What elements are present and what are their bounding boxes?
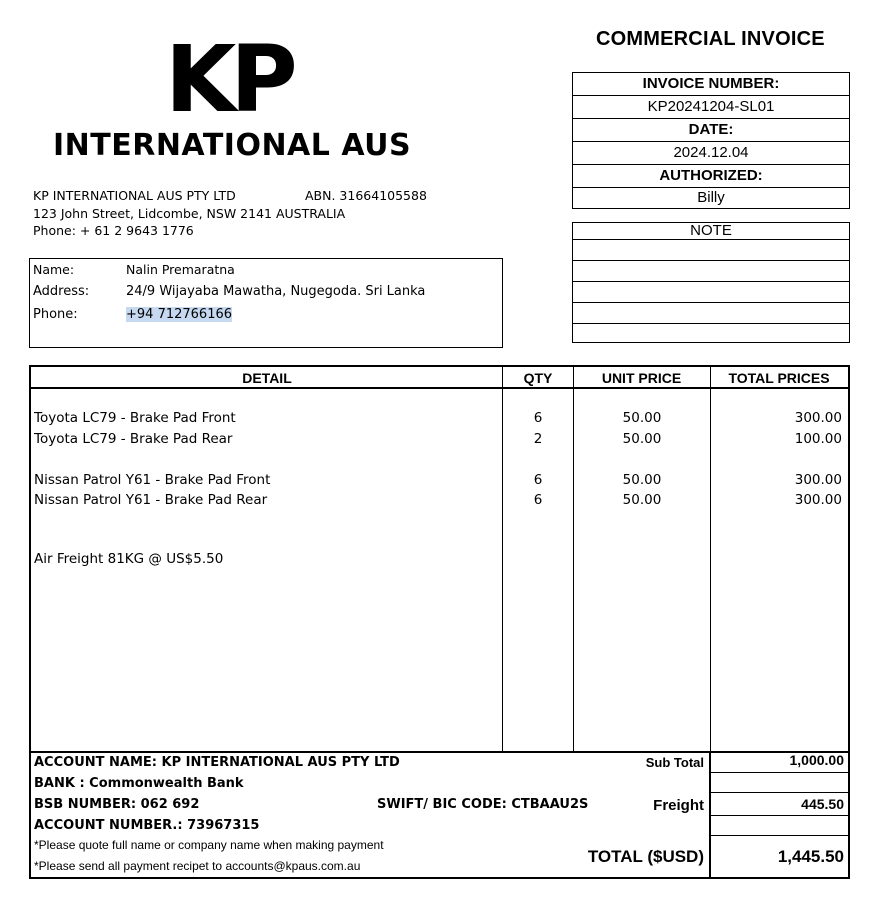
note-line [573, 240, 849, 261]
logo-international-aus: INTERNATIONAL AUS [53, 128, 412, 163]
customer-name: Nalin Premaratna [126, 262, 235, 277]
note-line [573, 324, 849, 342]
invoice-number: KP20241204-SL01 [573, 96, 849, 119]
item-total: 100.00 [794, 431, 842, 447]
customer-phone-label: Phone: [33, 307, 78, 322]
subtotal-label: Sub Total [645, 755, 704, 770]
totals-box [709, 751, 850, 877]
freight-value: 445.50 [801, 796, 844, 812]
item-qty: 6 [533, 492, 543, 508]
header-total-prices: TOTAL PRICES [728, 370, 830, 386]
company-phone: Phone: + 61 2 9643 1776 [33, 223, 194, 238]
totals-spacer-row [711, 816, 850, 836]
invoice-date: 2024.12.04 [573, 142, 849, 165]
total-value: 1,445.50 [777, 847, 844, 866]
company-abn: ABN. 31664105588 [305, 188, 427, 203]
freight-label: Freight [653, 797, 704, 814]
totals-spacer-row [711, 773, 850, 793]
customer-name-label: Name: [33, 262, 75, 277]
freight-detail: Air Freight 81KG @ US$5.50 [34, 551, 224, 567]
company-name: KP INTERNATIONAL AUS PTY LTD [33, 188, 236, 203]
date-label: DATE: [573, 119, 849, 142]
note-box [572, 222, 850, 343]
subtotal-value: 1,000.00 [789, 752, 844, 768]
item-unit-price: 50.00 [622, 410, 662, 426]
freight-row [711, 793, 850, 816]
note-line [573, 261, 849, 282]
company-address: 123 John Street, Lidcombe, NSW 2141 AUSTRALIA [33, 206, 346, 221]
item-unit-price: 50.00 [622, 472, 662, 488]
customer-address: 24/9 Wijayaba Mawatha, Nugegoda. Sri Lanka [126, 284, 426, 299]
authorized-by: Billy [697, 189, 725, 206]
header-qty: QTY [523, 370, 553, 386]
account-name: ACCOUNT NAME: KP INTERNATIONAL AUS PTY LTD [34, 755, 400, 770]
item-total: 300.00 [794, 492, 842, 508]
item-qty: 6 [533, 410, 543, 426]
items-table [29, 365, 850, 879]
invoice-info-box [572, 72, 850, 209]
note-line [573, 282, 849, 303]
payment-note-1: *Please quote full name or company name when making payment [34, 838, 384, 852]
item-detail: Toyota LC79 - Brake Pad Front [34, 410, 236, 426]
customer-phone: +94 712766166 [126, 307, 233, 322]
item-unit-price: 50.00 [622, 492, 662, 508]
customer-address-label: Address: [33, 284, 90, 299]
invoice-number-label: INVOICE NUMBER: [573, 73, 849, 96]
item-qty: 6 [533, 472, 543, 488]
item-detail: Toyota LC79 - Brake Pad Rear [34, 431, 233, 447]
note-line [573, 303, 849, 324]
header-detail: DETAIL [242, 370, 292, 386]
total-label: TOTAL ($USD) [587, 847, 704, 866]
item-total: 300.00 [794, 472, 842, 488]
bank-name: BANK : Commonwealth Bank [34, 776, 244, 791]
invoice-title: COMMERCIAL INVOICE [596, 28, 825, 50]
item-qty: 2 [533, 431, 543, 447]
authorized-label: AUTHORIZED: [573, 165, 849, 188]
subtotal-row [711, 751, 850, 773]
header-divider [31, 387, 848, 389]
bsb-number: BSB NUMBER: 062 692 [34, 797, 200, 812]
account-number: ACCOUNT NUMBER.: 73967315 [34, 818, 260, 833]
item-unit-price: 50.00 [622, 431, 662, 447]
item-total: 300.00 [794, 410, 842, 426]
header-unit-price: UNIT PRICE [601, 370, 682, 386]
item-detail: Nissan Patrol Y61 - Brake Pad Rear [34, 492, 268, 508]
note-title: NOTE [573, 223, 849, 240]
payment-note-2: *Please send all payment recipet to accounts@kpaus.com.au [34, 859, 361, 873]
customer-box [29, 258, 503, 348]
swift-code: SWIFT/ BIC CODE: CTBAAU2S [377, 797, 589, 812]
logo-kp: KP [165, 26, 292, 133]
item-detail: Nissan Patrol Y61 - Brake Pad Front [34, 472, 271, 488]
